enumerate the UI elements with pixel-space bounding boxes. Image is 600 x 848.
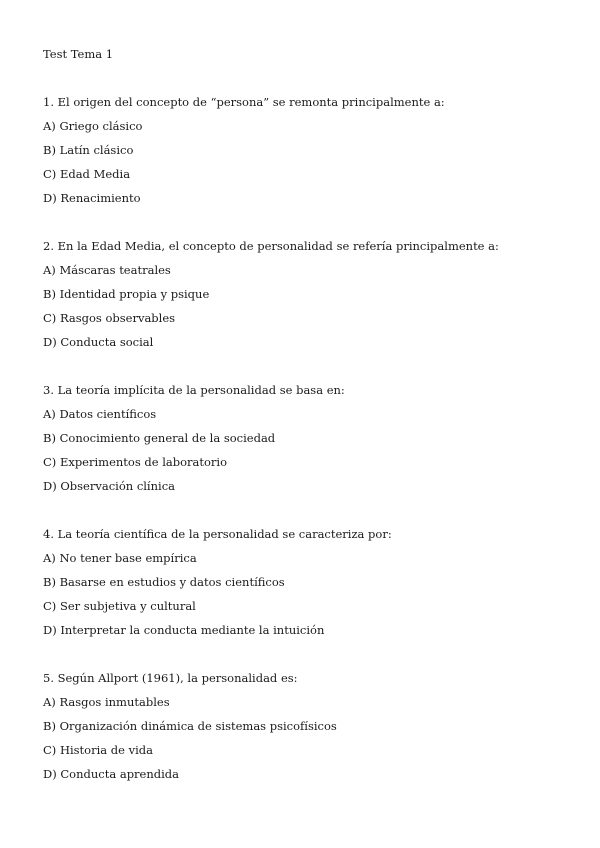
option-d: D) Conducta aprendida bbox=[43, 767, 180, 781]
option-d: D) Observación clínica bbox=[43, 479, 175, 493]
option-d: D) Conducta social bbox=[43, 335, 154, 349]
option-a: A) No tener base empírica bbox=[43, 551, 197, 565]
option-d: D) Renacimiento bbox=[43, 191, 141, 205]
question-3 bbox=[43, 382, 563, 494]
question-text: 4. La teoría científica de la personalidad se caracteriza por: bbox=[43, 527, 392, 541]
document-title: Test Tema 1 bbox=[43, 47, 114, 61]
option-d: D) Interpretar la conducta mediante la intuición bbox=[43, 623, 325, 637]
question-2 bbox=[43, 238, 563, 350]
option-b: B) Organización dinámica de sistemas psicofísicos bbox=[43, 719, 337, 733]
option-b: B) Identidad propia y psique bbox=[43, 287, 210, 301]
option-c: C) Historia de vida bbox=[43, 743, 153, 757]
option-b: B) Basarse en estudios y datos científicos bbox=[43, 575, 285, 589]
option-b: B) Latín clásico bbox=[43, 143, 134, 157]
option-c: C) Edad Media bbox=[43, 167, 131, 181]
option-a: A) Rasgos inmutables bbox=[43, 695, 170, 709]
option-a: A) Griego clásico bbox=[43, 119, 143, 133]
question-4 bbox=[43, 526, 563, 638]
question-text: 2. En la Edad Media, el concepto de personalidad se refería principalmente a: bbox=[43, 239, 499, 253]
question-text: 1. El origen del concepto de “persona” se remonta principalmente a: bbox=[43, 95, 445, 109]
question-text: 5. Según Allport (1961), la personalidad es: bbox=[43, 671, 298, 685]
option-a: A) Máscaras teatrales bbox=[43, 263, 171, 277]
option-c: C) Experimentos de laboratorio bbox=[43, 455, 228, 469]
option-b: B) Conocimiento general de la sociedad bbox=[43, 431, 276, 445]
option-c: C) Ser subjetiva y cultural bbox=[43, 599, 196, 613]
option-a: A) Datos científicos bbox=[43, 407, 157, 421]
question-5 bbox=[43, 670, 563, 782]
question-text: 3. La teoría implícita de la personalidad se basa en: bbox=[43, 383, 345, 397]
question-1 bbox=[43, 94, 563, 206]
option-c: C) Rasgos observables bbox=[43, 311, 176, 325]
